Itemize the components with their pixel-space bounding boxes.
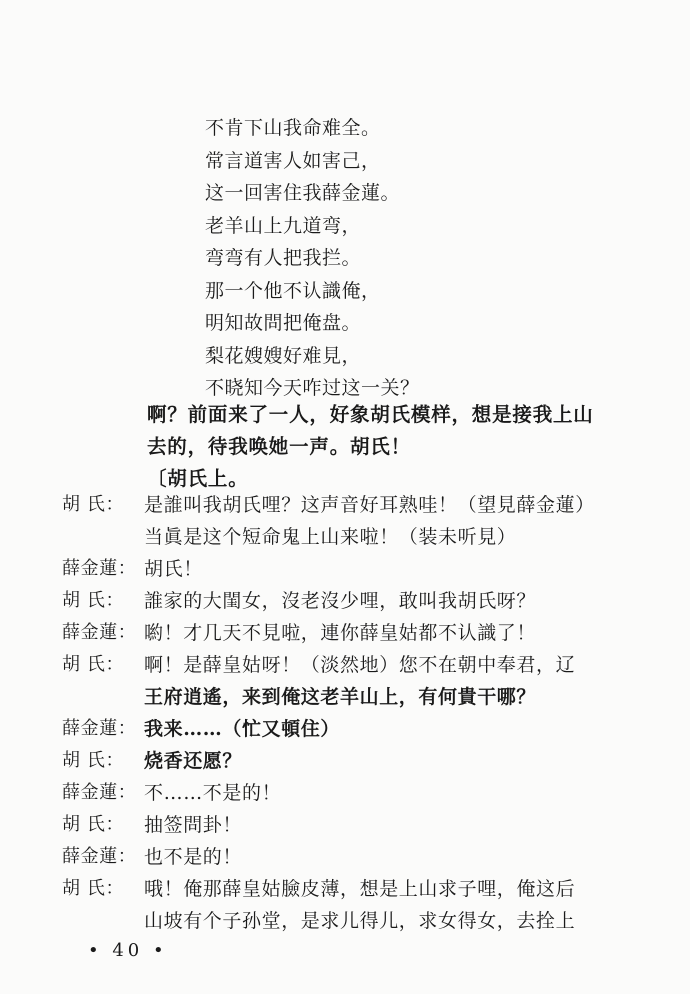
dialogue-entry: [62, 617, 632, 649]
speaker-label: 薛金蓮：: [62, 622, 137, 643]
dialogue-line: 王府逍遙，来到俺这老羊山上，有何貴干哪？: [144, 686, 537, 708]
speaker-label: 胡 氏：: [62, 494, 125, 515]
dialogue-line: 抽签問卦！: [144, 814, 243, 836]
dialogue-entry: [62, 809, 632, 841]
narration-block: [147, 399, 627, 495]
dialogue-line: 山坡有个子孙堂，是求儿得儿，求女得女，去拴上: [144, 910, 576, 932]
verse-line: 这一回害住我薛金蓮。: [205, 182, 401, 204]
verse-block: [205, 112, 420, 405]
dialogue-line: 胡氏！: [144, 558, 203, 580]
dialogue-block: [62, 489, 632, 937]
speaker-label: 胡 氏：: [62, 750, 125, 771]
stage-direction: 〔胡氏上。: [147, 467, 249, 490]
speaker-label: 胡 氏：: [62, 814, 125, 835]
verse-line: 常言道害人如害己，: [205, 149, 381, 172]
narration-line: 啊？前面来了一人，好象胡氏模样，想是接我上山: [147, 403, 594, 426]
dialogue-entry: [62, 585, 632, 617]
speaker-label: 胡 氏：: [62, 590, 125, 611]
dialogue-entry: [62, 745, 632, 777]
narration-line: 去的，待我唤她一声。胡氏！: [147, 435, 411, 458]
dialogue-line: 啊！是薛皇姑呀！（淡然地）您不在朝中奉君，辽: [144, 654, 576, 676]
dialogue-entry: [62, 553, 632, 585]
dialogue-line: 烧香还愿？: [144, 750, 243, 772]
dialogue-entry: [62, 841, 632, 873]
speaker-label: 薛金蓮：: [62, 782, 137, 803]
dialogue-line: 不……不是的！: [144, 782, 282, 804]
speaker-label: 胡 氏：: [62, 878, 125, 899]
dialogue-entry: [62, 713, 632, 745]
speaker-label: 薛金蓮：: [62, 846, 137, 867]
verse-line: 明知故問把俺盘。: [205, 312, 362, 334]
speaker-label: 薛金蓮：: [62, 718, 137, 739]
dialogue-line: 喲！才几天不見啦，連你薛皇姑都不认識了！: [144, 622, 537, 644]
verse-line: 那一个他不认識俺，: [205, 279, 381, 302]
dialogue-entry: [62, 873, 632, 937]
speaker-label: 胡 氏：: [62, 654, 125, 675]
dialogue-entry: [62, 777, 632, 809]
dialogue-line: 是誰叫我胡氏哩？这声音好耳熟哇！（望見薛金蓮）: [144, 494, 595, 516]
dialogue-line: 哦！俺那薛皇姑臉皮薄，想是上山求子哩，俺这后: [144, 878, 576, 900]
dialogue-line: 誰家的大閨女，沒老沒少哩，敢叫我胡氏呀？: [144, 590, 537, 612]
dialogue-line: 我来……（忙又頓住）: [144, 718, 341, 740]
page-number: • 40 •: [88, 940, 168, 961]
dialogue-line: 也不是的！: [144, 846, 243, 868]
verse-line: 弯弯有人把我拦。: [205, 247, 362, 269]
dialogue-line: 当眞是这个短命鬼上山来啦！（装未听見）: [144, 526, 517, 548]
dialogue-entry: [62, 489, 632, 553]
verse-line: 不晓知今天咋过这一关？: [205, 377, 420, 399]
verse-line: 老羊山上九道弯，: [205, 214, 362, 237]
dialogue-entry: [62, 649, 632, 713]
speaker-label: 薛金蓮：: [62, 558, 137, 579]
verse-line: 不肯下山我命难全。: [205, 117, 381, 139]
verse-line: 梨花嫂嫂好难見，: [205, 344, 362, 367]
